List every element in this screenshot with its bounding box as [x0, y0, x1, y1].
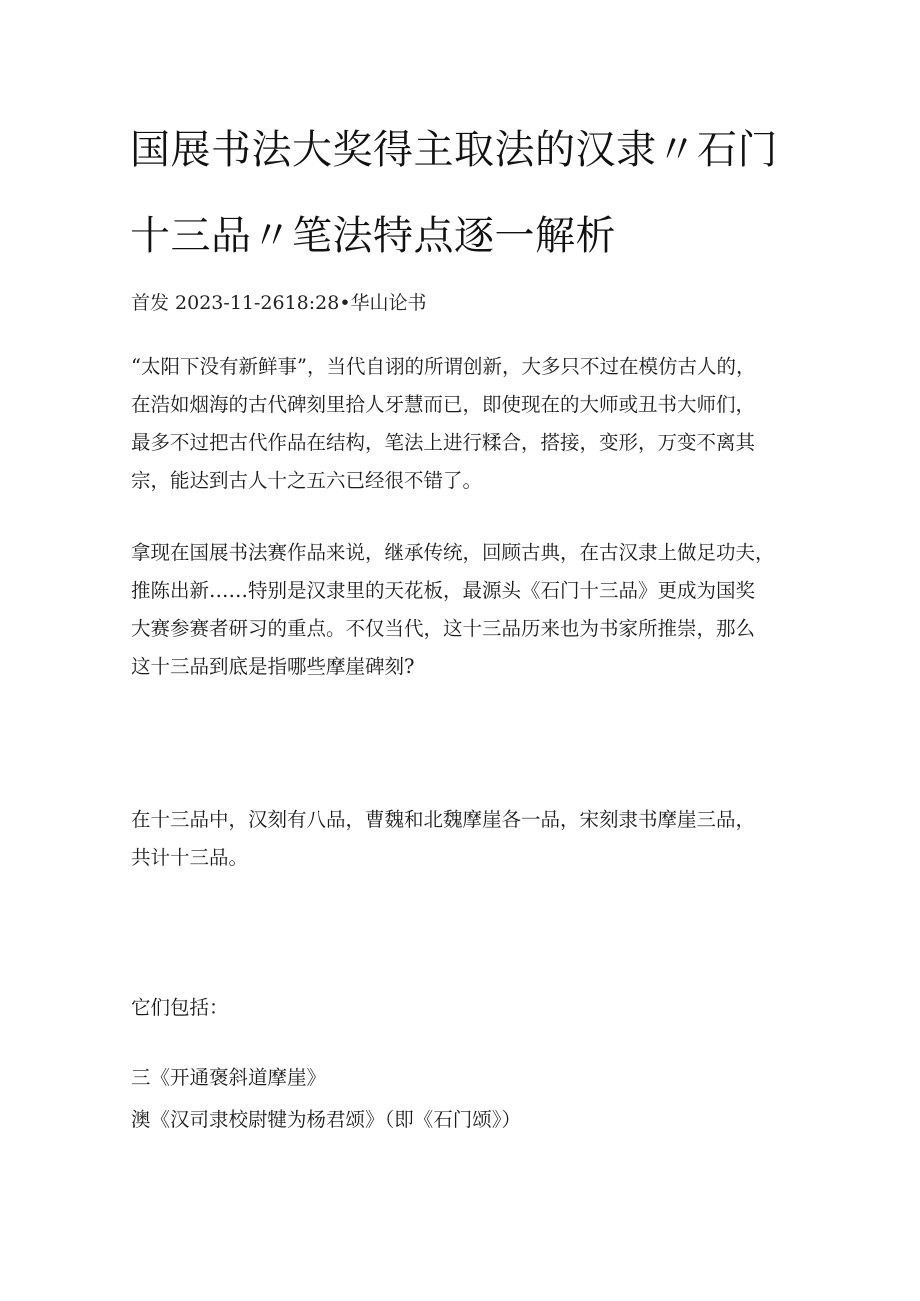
paragraph-line: 大赛参赛者研习的重点。不仅当代，这十三品历来也为书家所推崇，那么 [131, 617, 756, 640]
paragraph-line: 最多不过把古代作品在结构，笔法上进行糅合，搭接，变形，万变不离其 [131, 431, 756, 454]
paragraph-line: 在十三品中，汉刻有八品，曹魏和北魏摩崖各一品，宋刻隶书摩崖三品， [131, 808, 756, 831]
paragraph-line: 宗，能达到古人十之五六已经很不错了。 [131, 469, 483, 492]
paragraph-line: 在浩如烟海的古代碑刻里拾人牙慧而已，即使现在的大师或丑书大师们， [131, 393, 756, 416]
paragraph-intro [131, 348, 801, 500]
article-title-line-2: 十三品〃笔法特点逐一解析 [130, 213, 616, 259]
article-title-line-1: 国展书法大奖得主取法的汉隶〃石门 [130, 127, 778, 173]
paragraph-line: 共计十三品。 [131, 846, 249, 869]
paragraph-line: 这十三品到底是指哪些摩崖碑刻? [131, 655, 415, 678]
paragraph-line: 推陈出新……特别是汉隶里的天花板，最源头《石门十三品》更成为国奖 [131, 579, 756, 602]
list-item [131, 1101, 801, 1139]
paragraph-line: 三《开通褒斜道摩崖》 [131, 1066, 327, 1089]
list-item [131, 1059, 801, 1097]
paragraph-national-exhibition [131, 534, 801, 686]
paragraph-thirteen-pieces [131, 801, 801, 877]
paragraph-line: “太阳下没有新鲜事”，当代自诩的所谓创新，大多只不过在模仿古人的， [131, 355, 756, 378]
paragraph-line: 澳《汉司隶校尉犍为杨君颂》（即《石门颂》） [131, 1108, 522, 1131]
paragraph-list-intro [131, 989, 801, 1027]
paragraph-line: 它们包括： [131, 996, 229, 1019]
article-meta: 首发 2023-11-2618:28•华山论书 [131, 292, 427, 314]
paragraph-line: 拿现在国展书法赛作品来说，继承传统，回顾古典，在古汉隶上做足功夫， [131, 541, 775, 564]
